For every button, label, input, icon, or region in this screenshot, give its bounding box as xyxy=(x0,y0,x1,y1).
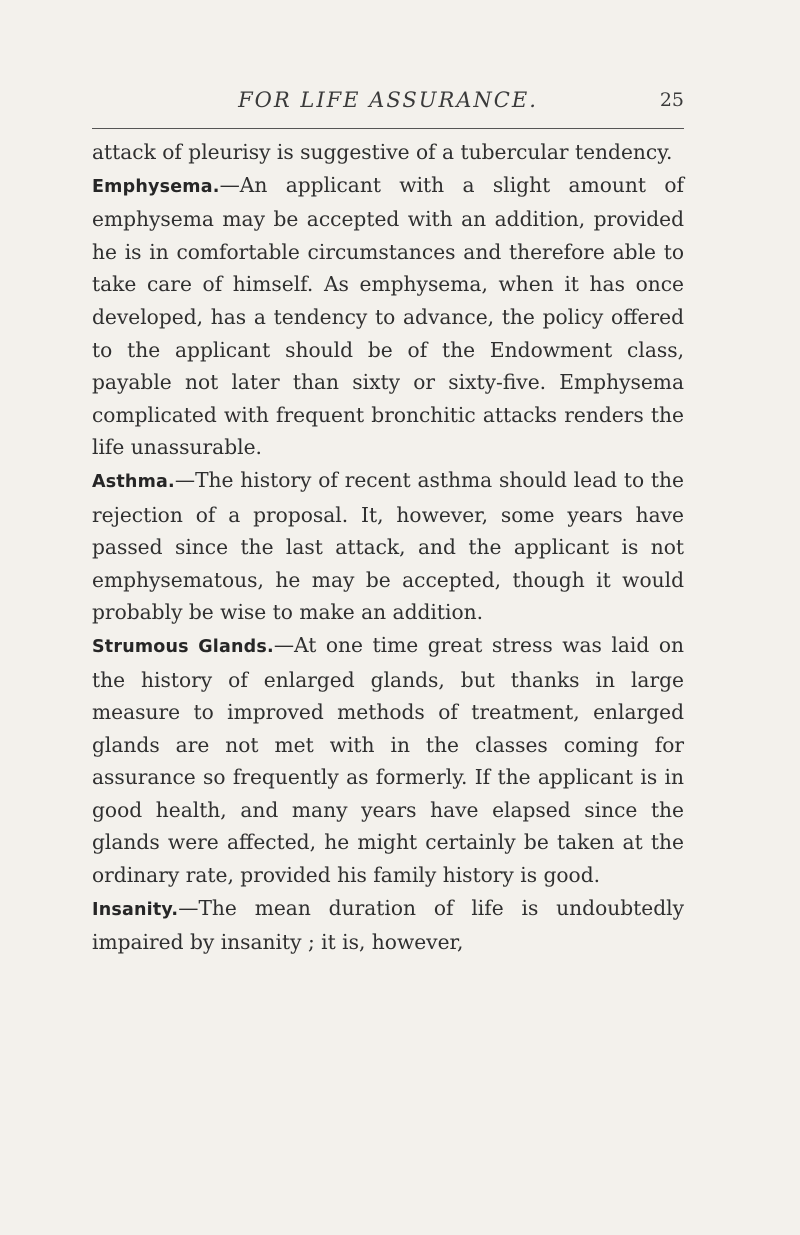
topic-heading-asthma: Asthma. xyxy=(92,471,175,492)
paragraph-emphysema xyxy=(92,169,684,464)
paragraph-pleurisy-continuation xyxy=(92,136,684,169)
paragraph-strumous-glands xyxy=(92,629,684,892)
topic-heading-strumous-glands: Strumous Glands. xyxy=(92,636,274,657)
running-head xyxy=(92,88,684,128)
running-title: FOR LIFE ASSURANCE. xyxy=(238,88,538,112)
paragraph-text: —An applicant with a slight amount of emphysema may be accepted with an addition, provided he is in comfortable circumstances and therefore able to take care of himself. As emphysema, when it has once developed, has a tendency to advance, the policy offered to the applicant should be of the Endowment class, payable not later than sixty or sixty-five. Emphysema complicated with frequent bronchitic attacks renders the life unassurable. xyxy=(92,172,684,460)
paragraph-text: —The mean duration of life is undoubtedly impaired by insanity ; it is, however, xyxy=(92,895,684,955)
paragraph-text: —At one time great stress was laid on the history of enlarged glands, but thanks in large measure to improved methods of treatment, enlarged glands are not met with in the classes coming for assurance so frequently as formerly. If the applicant is in good health, and many years have elapsed since the glands were affected, he might certainly be taken at the ordinary rate, provided his family history is good. xyxy=(92,632,684,888)
paragraph-text: attack of pleurisy is suggestive of a tubercular tendency. xyxy=(92,140,673,164)
paragraph-insanity xyxy=(92,892,684,959)
header-rule xyxy=(92,128,684,129)
paragraph-asthma xyxy=(92,464,684,629)
topic-heading-insanity: Insanity. xyxy=(92,899,179,920)
page-number: 25 xyxy=(659,89,684,111)
topic-heading-emphysema: Emphysema. xyxy=(92,176,220,197)
paragraph-text: —The history of recent asthma should lead to the rejection of a proposal. It, however, some years have passed since the last attack, and the applicant is not emphysematous, he may be accepted, though it would probably be wise to make an addition. xyxy=(92,467,684,625)
body-text xyxy=(92,136,684,959)
